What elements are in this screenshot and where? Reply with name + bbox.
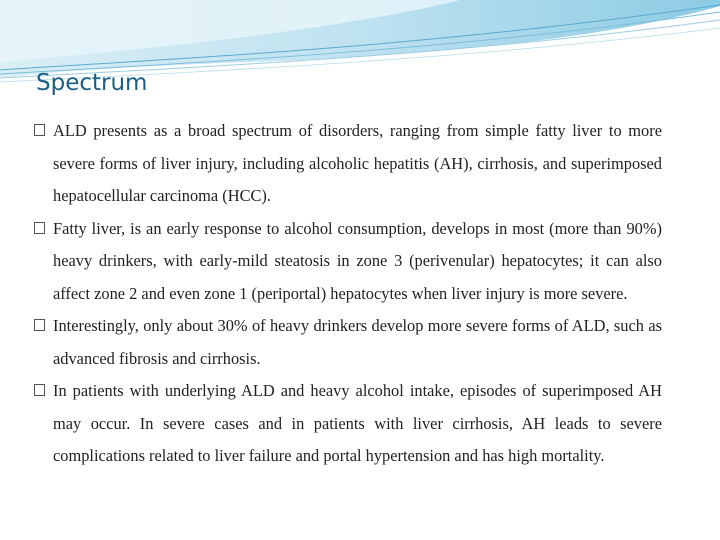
bullet-text: In patients with underlying ALD and heavy alcohol intake, episodes of superimposed AH may occur. In severe cases and in patients with liver cirrhosis, AH leads to severe complications related to liver failure and portal hypertension and has high mortality. [53, 381, 662, 465]
bullet-text: ALD presents as a broad spectrum of disorders, ranging from simple fatty liver to more severe forms of liver injury, including alcoholic hepatitis (AH), cirrhosis, and superimposed hepatocellular carcinoma (HCC). [53, 121, 662, 205]
bullet-item [34, 375, 662, 473]
bullet-item [34, 310, 662, 375]
slide-title: Spectrum [36, 70, 148, 96]
bullet-item [34, 213, 662, 311]
bullet-box-icon [34, 384, 45, 396]
bullet-box-icon [34, 222, 45, 234]
bullet-text: Fatty liver, is an early response to alcohol consumption, develops in most (more than 90%) heavy drinkers, with early-mild steatosis in zone 3 (perivenular) hepatocytes; it can also affect zone 2 and even zone 1 (periportal) hepatocytes when liver injury is more severe. [53, 218, 662, 303]
bullet-list [34, 115, 662, 473]
bullet-text: Interestingly, only about 30% of heavy drinkers develop more severe forms of ALD, such as advanced fibrosis and cirrhosis. [53, 316, 662, 368]
bullet-box-icon [34, 124, 45, 136]
bullet-box-icon [34, 319, 45, 331]
bullet-item [34, 115, 662, 213]
